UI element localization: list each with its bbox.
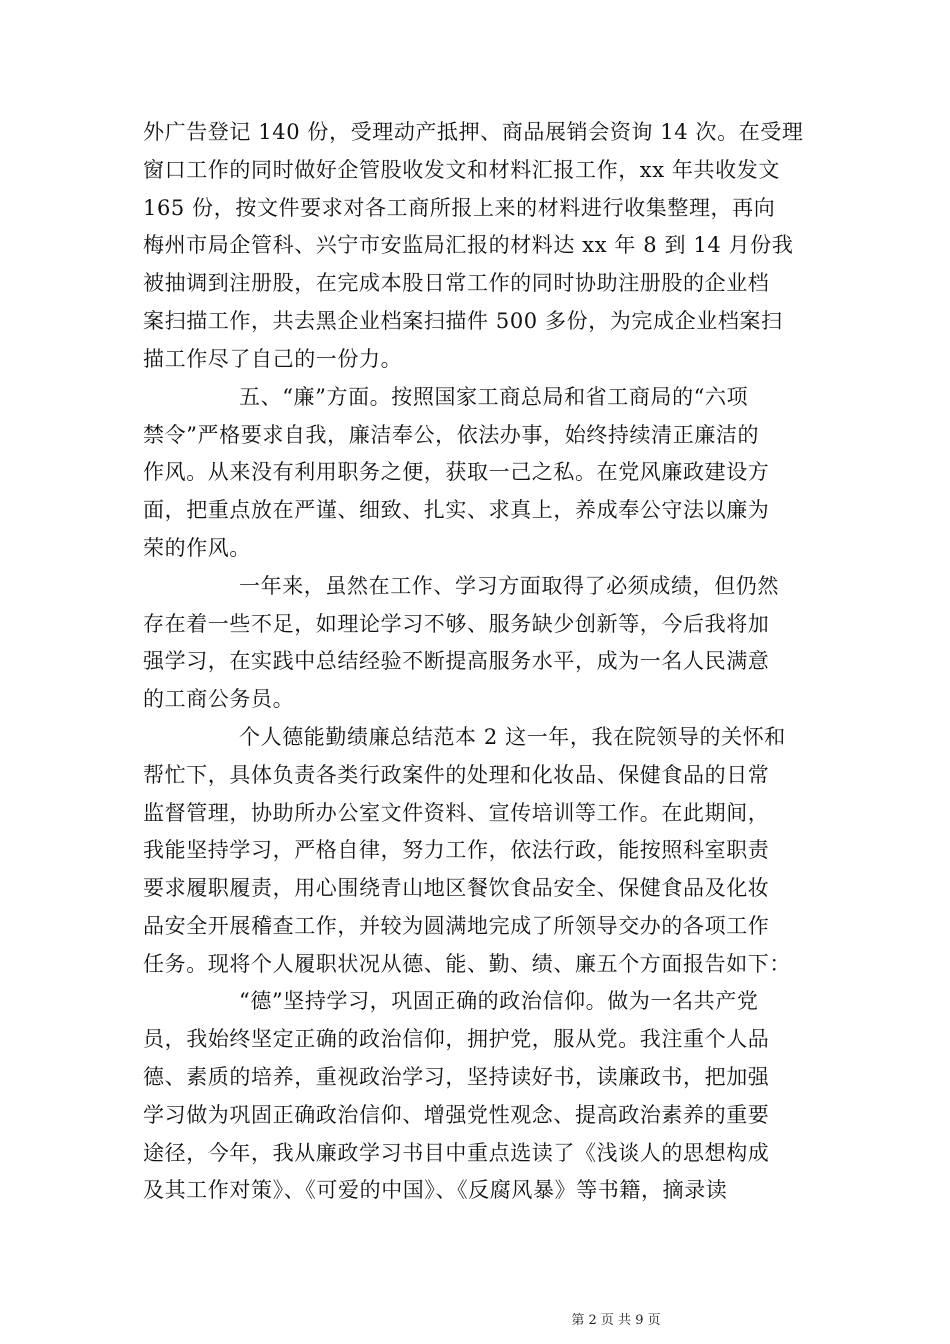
text-line: 外广告登记 140 份，受理动产抵押、商品展销会资询 14 次。在受理 xyxy=(143,120,804,144)
text-line: 及其工作对策》、《可爱的中国》、《反腐风暴》等书籍，摘录读 xyxy=(143,1178,728,1202)
text-line: 途径，今年，我从廉政学习书目中重点选读了《浅谈人的思想构成 xyxy=(143,1141,770,1165)
text-line: 德、素质的培养，重视政治学习，坚持读好书，读廉政书，把加强 xyxy=(143,1065,770,1089)
text-line: 我能坚持学习，严格自律，努力工作，依法行政，能按照科室职责 xyxy=(143,838,770,862)
text-line: 监督管理，协助所办公室文件资料、宣传培训等工作。在此期间， xyxy=(143,801,770,825)
paragraph-start-line: 个人德能勤绩廉总结范本 2 这一年，我在院领导的关怀和 xyxy=(239,725,786,749)
text-line: 被抽调到注册股，在完成本股日常工作的同时协助注册股的企业档 xyxy=(143,271,770,295)
text-line: 作风。从来没有利用职务之便，获取一己之私。在党风廉政建设方 xyxy=(143,460,770,484)
text-line: 窗口工作的同时做好企管股收发文和材料汇报工作，xx 年共收发文 xyxy=(143,158,780,182)
text-line: 案扫描工作，共去黑企业档案扫描件 500 多份，为完成企业档案扫 xyxy=(143,309,783,333)
text-line: 员，我始终坚定正确的政治信仰，拥护党，服从党。我注重个人品 xyxy=(143,1027,770,1051)
text-line: 学习做为巩固正确政治信仰、增强党性观念、提高政治素养的重要 xyxy=(143,1103,770,1127)
paragraph-start-line: “德”坚持学习，巩固正确的政治信仰。做为一名共产党 xyxy=(239,989,759,1013)
text-line: 帮忙下，具体负责各类行政案件的处理和化妆品、保健食品的日常 xyxy=(143,763,770,787)
paragraph-start-line: 一年来，虽然在工作、学习方面取得了必须成绩，但仍然 xyxy=(239,574,779,598)
page-number-footer: 第 2 页 共 9 页 xyxy=(571,1313,661,1328)
text-line: 品安全开展稽查工作，并较为圆满地完成了所领导交办的各项工作 xyxy=(143,914,770,938)
text-line: 165 份，按文件要求对各工商所报上来的材料进行收集整理，再向 xyxy=(143,196,776,220)
text-line: 要求履职履责，用心围绕青山地区餐饮食品安全、保健食品及化妆 xyxy=(143,876,770,900)
text-line: 荣的作风。 xyxy=(143,536,251,560)
text-line: 禁令”严格要求自我，廉洁奉公，依法办事，始终持续清正廉洁的 xyxy=(143,423,760,447)
text-line: 任务。现将个人履职状况从德、能、勤、绩、廉五个方面报告如下： xyxy=(143,952,791,976)
paragraph-start-line: 五、“廉”方面。按照国家工商总局和省工商局的“六项 xyxy=(239,385,749,409)
text-line: 描工作尽了自己的一份力。 xyxy=(143,347,403,371)
text-line: 面，把重点放在严谨、细致、扎实、求真上，养成奉公守法以廉为 xyxy=(143,498,770,522)
text-line: 强学习，在实践中总结经验不断提高服务水平，成为一名人民满意 xyxy=(143,649,770,673)
text-line: 梅州市局企管科、兴宁市安监局汇报的材料达 xx 年 8 到 14 月份我 xyxy=(143,233,794,257)
text-line: 存在着一些不足，如理论学习不够、服务缺少创新等，今后我将加 xyxy=(143,612,770,636)
text-line: 的工商公务员。 xyxy=(143,687,295,711)
